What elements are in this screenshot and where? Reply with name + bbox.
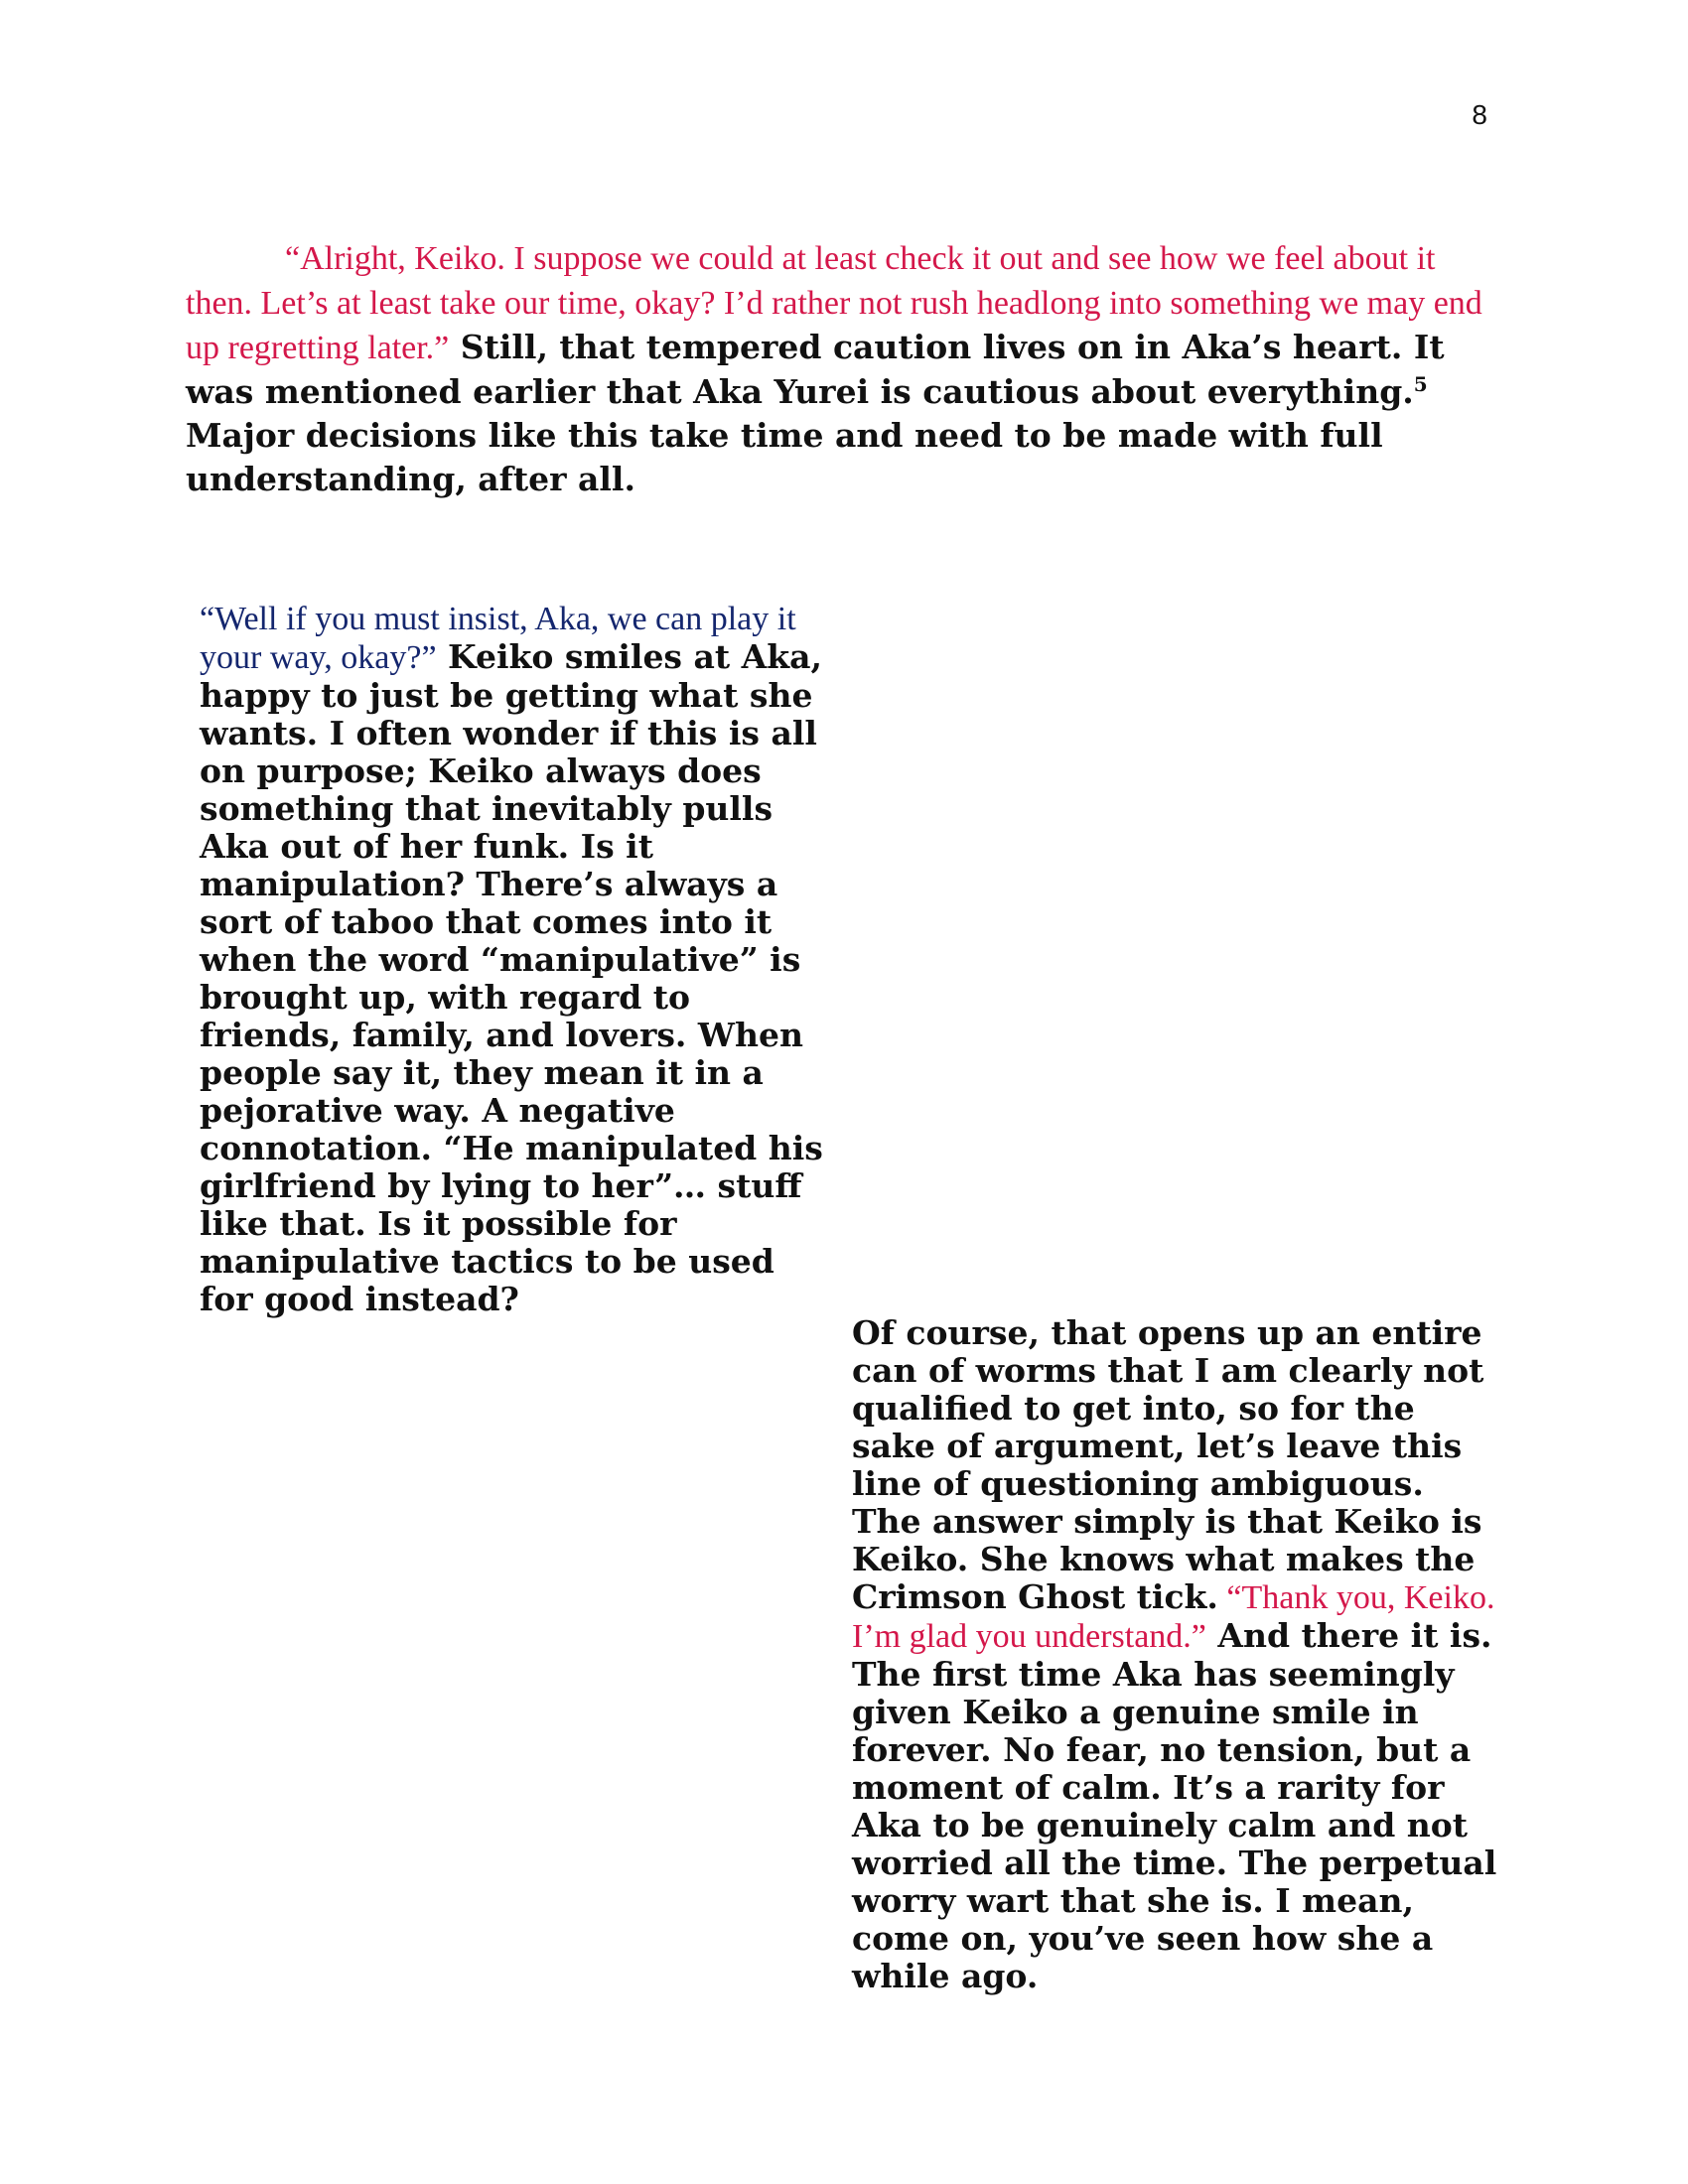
paragraph-aka-smile [852,1314,1497,1995]
keiko-dialogue: “Well if you must insist, Aka, we can play it your way, okay?” [200,601,796,676]
page-number: 8 [1472,99,1487,130]
narration-text: And there it is. The first time Aka has seemingly given Keiko a genuine smile in forever. No fear, no tension, but a moment of calm. It’s a rarity for Aka to be genuinely calm and not worried all the time. The perpetual worry wart that she is. I mean, come on, you’ve seen how she a while ago. [852,1616,1497,1995]
narration-text: Of course, that opens up an entire can of worms that I am clearly not qualified to get into, so for the sake of argument, let’s leave this line of questioning ambiguous. The answer simply is that Keiko is Keiko. She knows what makes the Crimson Ghost tick. [852,1313,1484,1616]
aka-dialogue: “Alright, Keiko. I suppose we could at least check it out and see how we feel about it then. Let’s at least take our time, okay? I’d rather not rush headlong into something we may end up regretting later.” [186,240,1482,366]
paragraph-aka-caution [186,236,1506,501]
narration-text: Keiko smiles at Aka, happy to just be getting what she wants. I often wonder if this is all on purpose; Keiko always does something that inevitably pulls Aka out of her funk. Is it manipulation? There’s always a sort of taboo that comes into it when the word “manipulative” is brought up, with regard to friends, family, and lovers. When people say it, they mean it in a pejorative way. A negative connotation. “He manipulated his girlfriend by lying to her”… stuff like that. Is it possible for manipulative tactics to be used for good instead? [200,637,823,1318]
paragraph-keiko-reply [200,600,835,1318]
aka-dialogue: “Thank you, Keiko. I’m glad you understand.” [852,1579,1495,1655]
narration-text: Still, that tempered caution lives on in Aka’s heart. It was mentioned earlier that Aka Yurei is cautious about everything. [186,328,1445,411]
narration-text: Major decisions like this take time and need to be made with full understanding, after all. [186,416,1383,498]
footnote-reference[interactable]: 5 [1413,372,1428,396]
